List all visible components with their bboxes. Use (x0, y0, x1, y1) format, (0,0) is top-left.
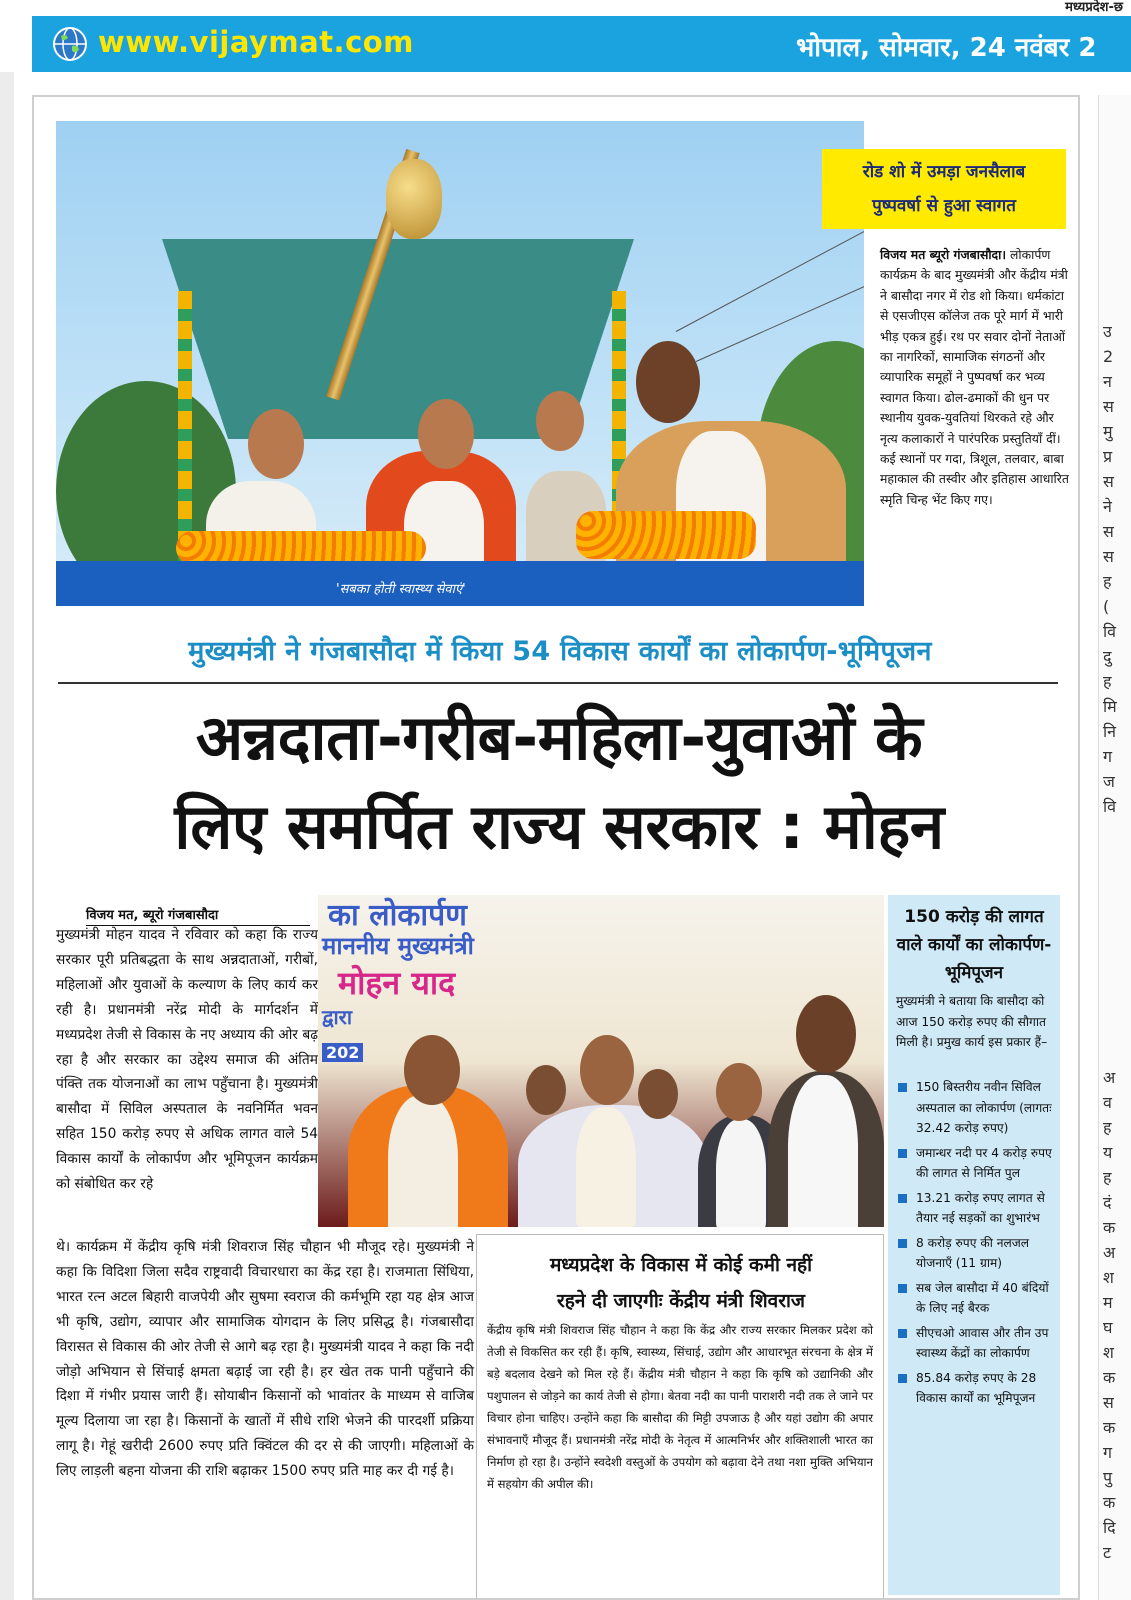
project-list (896, 1077, 1056, 1413)
byline: विजय मत, ब्यूरो गंजबासौदा (86, 905, 310, 926)
column-fragment: दि (1103, 1518, 1116, 1537)
column-fragment: क (1103, 1493, 1116, 1512)
column-fragment: स (1103, 397, 1114, 416)
globe-icon (52, 26, 88, 62)
column-fragment: क (1103, 1368, 1116, 1387)
column-fragment: ग (1103, 747, 1113, 766)
main-headline (54, 693, 1064, 871)
column-fragment: ( (1103, 597, 1110, 616)
square-bullet-icon (898, 1374, 907, 1383)
roadshow-photo (56, 121, 864, 606)
column-fragment: ज (1103, 772, 1115, 791)
column-fragment: पु (1103, 1468, 1113, 1487)
left-page-edge (0, 72, 14, 1600)
square-bullet-icon (898, 1194, 907, 1203)
banner-text-2: माननीय मुख्यमंत्री (322, 932, 474, 960)
headline-line-2: लिए समर्पित राज्य सरकार : मोहन (174, 790, 944, 863)
roadshow-text: लोकार्पण कार्यक्रम के बाद मुख्यमंत्री और केंद्रीय मंत्री ने बासौदा नगर में रोड शो किया। धर्मकांटा से एसजीएस कॉलेज तक पूरे मार्ग में भारी भीड़ एकत्र हुई। रथ पर सवार दोनों नेताओं का नागरिकों, सामाजिक संगठनों और व्यापारिक समूहों ने पुष्पवर्षा कर भव्य स्वागत किया। ढोल-ढमाकों की धुन पर स्थानीय युवक-युवतियां थिरकते रहे और नृत्य कलाकारों ने पारंपरिक प्रस्तुतियाँ दीं। कई स्थानों पर गदा, त्रिशूल, तलवार, बाबा महाकाल की तस्वीर और इतिहास आधारित स्मृति चिन्ह भेंट किए गए। (880, 247, 1069, 507)
headline-line-1: अन्नदाता-गरीब-महिला-युवाओं के (195, 701, 923, 774)
column-fragment: घ (1103, 1318, 1113, 1337)
column-fragment: ह (1103, 672, 1112, 691)
column-fragment: 2 (1103, 347, 1114, 366)
photo-caption (822, 149, 1066, 229)
project-item-text: 85.84 करोड़ रुपए के 28 विकास कार्यों का भूमिपूजन (916, 1370, 1037, 1405)
inset-text: केंद्रीय कृषि मंत्री शिवराज सिंह चौहान ने कहा कि केंद्र और राज्य सरकार मिलकर प्रदेश को तेजी से विकसित कर रही हैं। कृषि, स्वास्थ्य, सिंचाई, उद्योग और आधारभूत संरचना के क्षेत्र में बड़े बदलाव देखने को मिल रहे हैं। केंद्रीय मंत्री चौहान ने कहा कि कृषि को उद्यानिकी और पशुपालन से जोड़ने का कार्य तेजी से होगा। बेतवा नदी का पानी पाराशरी नदी तक ले जाने पर विचार होना चाहिए। उन्होंने कहा कि बासौदा की मिट्टी उपजाऊ है और यहां उद्योग की अपार संभावनाएँ मौजूद हैं। प्रधानमंत्री नरेंद्र मोदी के नेतृत्व में आत्मनिर्भर और शक्तिशाली भारत का निर्माण हो रहा है। उन्होंने स्वदेशी वस्तुओं के उपयोग को बढ़ावा देने तथा नशा मुक्ति अभियान में सहयोग की अपील की। (487, 1323, 873, 1491)
banner-text-1: का लोकार्पण (328, 898, 467, 933)
square-bullet-icon (898, 1149, 907, 1158)
column-fragment: व (1103, 1093, 1112, 1112)
running-head: मध्यप्रदेश-छ (1065, 0, 1123, 15)
column-fragment: वि (1103, 622, 1117, 641)
project-item-text: 13.21 करोड़ रुपए लागत से तैयार नई सड़कों का शुभारंभ (916, 1190, 1045, 1225)
column-fragment: क (1103, 1218, 1116, 1237)
square-bullet-icon (898, 1239, 907, 1248)
column-fragment: ह (1103, 1118, 1112, 1137)
column-fragment: न (1103, 372, 1112, 391)
column-fragment: ग (1103, 1443, 1113, 1462)
shivraj-inset (476, 1234, 884, 1600)
column-fragment: ट (1103, 1543, 1112, 1562)
sidebar-intro: मुख्यमंत्री ने बताया कि बासौदा को आज 150 करोड़ रुपए की सौगात मिली है। प्रमुख कार्य इस प्रकार हैं– (896, 994, 1048, 1049)
truck-slogan: 'सबका होती स्वास्थ्य सेवाएं' (336, 582, 466, 597)
banner-year: 202 (322, 1043, 363, 1062)
project-item (896, 1278, 1056, 1319)
website-url[interactable]: www.vijaymat.com (98, 25, 414, 59)
main-story-part-1: मुख्यमंत्री मोहन यादव ने रविवार को कहा कि राज्य सरकार पूरी प्रतिबद्धता के साथ अन्नदाताओं, गरीबों, महिलाओं और युवाओं के कल्याण के लिए कार्य कर रही है। प्रधानमंत्री नरेंद्र मोदी के मार्गदर्शन में मध्यप्रदेश तेजी से विकास के नए अध्याय की ओर बढ़ रहा है और सरकार का उद्देश्य समाज की अंतिम पंक्ति तक योजनाओं का लाभ पहुँचाना है। मुख्यमंत्री बासौदा में सिविल अस्पताल के नवनिर्मित भवन सहित 150 करोड़ रुपए से अधिक लागत वाले 54 विकास कार्यों के लोकार्पण और भूमिपूजन कार्यक्रम को संबोधित कर रहे (56, 927, 318, 1193)
project-item-text: जमान्धर नदी पर 4 करोड़ रुपए की लागत से निर्मित पुल (916, 1145, 1052, 1180)
article-box (32, 95, 1080, 1600)
column-fragment: दु (1103, 647, 1112, 666)
project-item (896, 1233, 1056, 1274)
column-fragment: वि (1103, 797, 1117, 816)
column-fragment: ह (1103, 572, 1112, 591)
stage-photo (318, 895, 884, 1227)
subheadline: मुख्यमंत्री ने गंजबासौदा में किया 54 विकास कार्यों का लोकार्पण-भूमिपूजन (188, 636, 932, 667)
column-fragment: ने (1103, 497, 1112, 516)
column-fragment: उ (1103, 322, 1112, 341)
square-bullet-icon (898, 1083, 907, 1092)
inset-title (483, 1247, 879, 1319)
banner-text-3: मोहन याद (338, 964, 456, 1002)
header-dateline: भोपाल, सोमवार, 24 नवंबर 2 (796, 33, 1097, 63)
projects-sidebar (888, 895, 1060, 1595)
column-fragment: अ (1103, 1068, 1116, 1087)
main-story-part-2: थे। कार्यक्रम में केंद्रीय कृषि मंत्री शिवराज सिंह चौहान भी मौजूद रहे। मुख्यमंत्री ने कहा कि विदिशा जिला सदैव राष्ट्रवादी विचारधारा का केंद्र रहा है। राजमाता सिंधिया, भारत रत्न अटल बिहारी वाजपेयी और सुषमा स्वराज की कर्मभूमि रहा यह क्षेत्र आज भी कृषि, उद्योग, व्यापार और सामाजिक योगदान के लिए प्रसिद्ध है। गंजबासौदा विरासत से विकास की ओर तेजी से आगे बढ़ रहा है। मुख्यमंत्री यादव ने कहा कि नदी जोड़ो अभियान से सिंचाई क्षमता बढ़ाई जा रही है। हर खेत तक पानी पहुँचाने की दिशा में गंभीर प्रयास जारी हैं। सोयाबीन किसानों को भावांतर के माध्यम से वाजिब मूल्य दिलाया जा रहा है। किसानों के खातों में सीधे राशि भेजने की पारदर्शी प्रक्रिया लागू है। गेहूं खरीदी 2600 रुपए प्रति क्विंटल की दर से की जाएगी। महिलाओं के लिए लाड़ली बहना योजना की राशि बढ़ाकर 1500 रुपए प्रति माह कर दी गई है। (56, 1239, 474, 1480)
column-fragment: मि (1103, 697, 1117, 716)
column-fragment: क (1103, 1418, 1116, 1437)
sidebar-title: 150 करोड़ की लागत वाले कार्यों का लोकार्पण-भूमिपूजन (896, 907, 1052, 983)
column-fragment: स (1103, 472, 1114, 491)
roadshow-story (880, 245, 1070, 510)
adjacent-column-fragment (1098, 95, 1131, 1600)
column-fragment: ह (1103, 1168, 1112, 1187)
project-item-text: सब जेल बासौदा में 40 बंदियों के लिए नई बैरक (916, 1280, 1049, 1315)
column-fragment: मु (1103, 422, 1113, 441)
project-item (896, 1077, 1056, 1139)
column-fragment: म (1103, 1293, 1113, 1312)
column-fragment: दं (1103, 1193, 1112, 1212)
column-fragment: प्र (1103, 447, 1113, 466)
column-fragment: श (1103, 1343, 1114, 1362)
caption-line-2: पुष्पवर्षा से हुआ स्वागत (872, 196, 1016, 216)
project-item-text: सीएचओ आवास और तीन उप स्वास्थ्य केंद्रों का लोकार्पण (916, 1325, 1049, 1360)
project-item (896, 1143, 1056, 1184)
square-bullet-icon (898, 1284, 907, 1293)
caption-line-1: रोड शो में उमड़ा जनसैलाब (862, 162, 1026, 182)
column-fragment: य (1103, 1143, 1113, 1162)
square-bullet-icon (898, 1329, 907, 1338)
banner-text-4: द्वारा (322, 1005, 353, 1029)
masthead-bar (32, 16, 1131, 72)
project-item (896, 1323, 1056, 1364)
project-item (896, 1188, 1056, 1229)
project-item-text: 8 करोड़ रुपए की नलजल योजनाएँ (11 ग्राम) (916, 1235, 1030, 1270)
project-item (896, 1368, 1056, 1409)
subhead-divider (58, 682, 1058, 684)
column-fragment: स (1103, 522, 1114, 541)
roadshow-dateline: विजय मत ब्यूरो गंजबासौदा। (880, 247, 1007, 262)
column-fragment: श (1103, 1268, 1114, 1287)
project-item-text: 150 बिस्तरीय नवीन सिविल अस्पताल का लोकार्पण (लागतः 32.42 करोड़ रुपए) (916, 1080, 1052, 1135)
page-top-strip (0, 0, 1131, 14)
inset-title-line-2: रहने दी जाएगीः केंद्रीय मंत्री शिवराज (556, 1290, 806, 1312)
column-fragment: स (1103, 1393, 1114, 1412)
inset-title-line-1: मध्यप्रदेश के विकास में कोई कमी नहीं (549, 1254, 813, 1276)
column-fragment: नि (1103, 722, 1117, 741)
column-fragment: स (1103, 547, 1114, 566)
column-fragment: अ (1103, 1243, 1116, 1262)
